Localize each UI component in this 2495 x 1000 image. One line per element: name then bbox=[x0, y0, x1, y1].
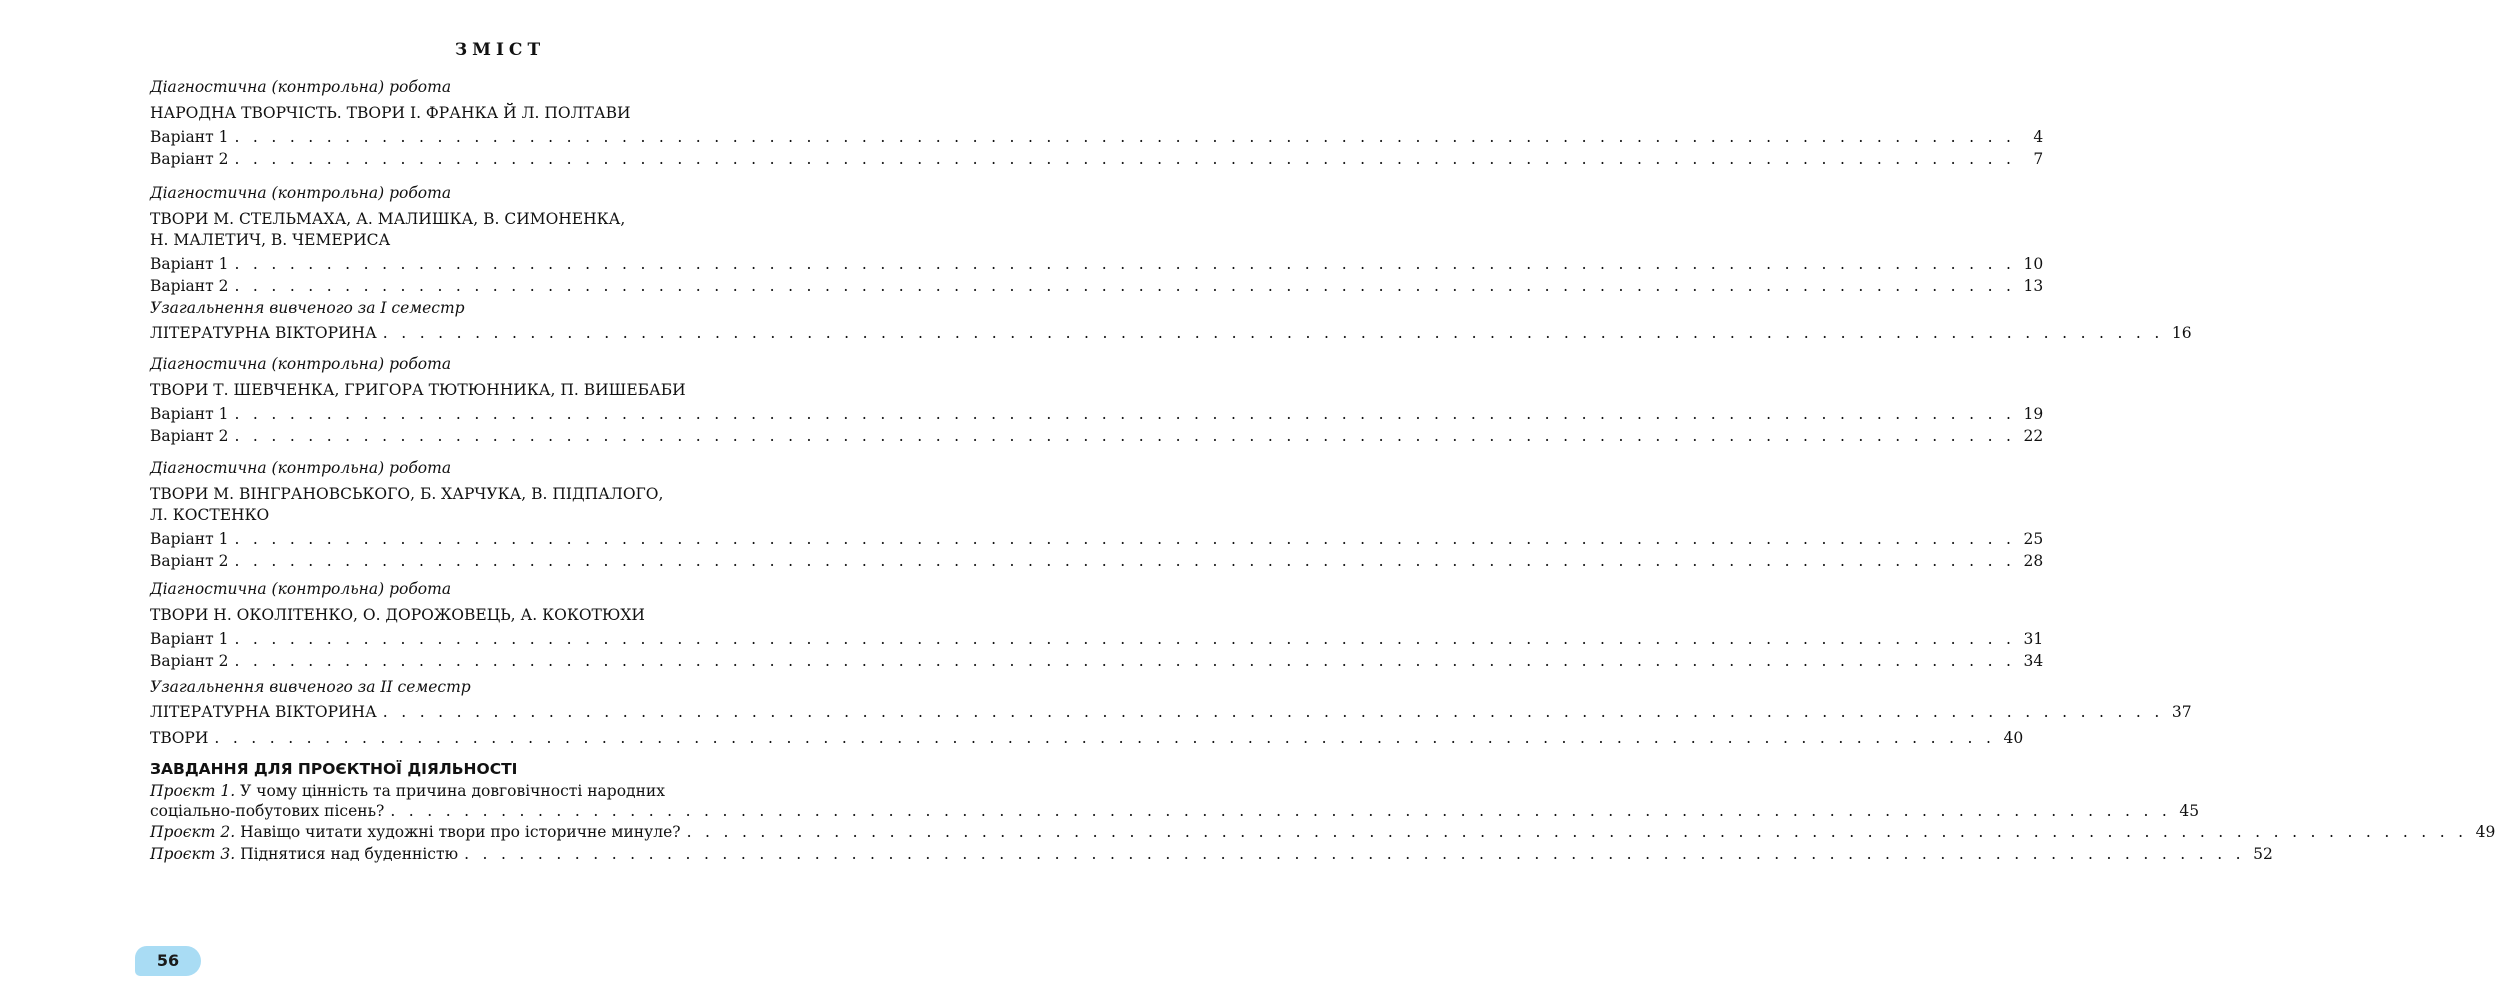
page-title: ЗМІСТ bbox=[454, 40, 546, 60]
project-text: Піднятися над буденністю bbox=[240, 845, 459, 863]
entry-label: Варіант 1 bbox=[150, 530, 229, 548]
project-text: У чому цінність та причина довговічності народних bbox=[240, 782, 666, 800]
entry-label: Варіант 2 bbox=[150, 652, 229, 670]
project-label: Проєкт 3. bbox=[150, 845, 236, 863]
dot-leader bbox=[214, 727, 1995, 749]
page-number: 56 bbox=[135, 946, 201, 976]
toc-section bbox=[150, 457, 2044, 572]
toc-entry[interactable] bbox=[150, 701, 2192, 723]
section-label: Узагальнення вивченого за ІІ семестр bbox=[150, 678, 471, 696]
entry-label: Варіант 2 bbox=[150, 552, 229, 570]
toc-section bbox=[150, 297, 2192, 344]
toc-entry[interactable] bbox=[150, 148, 2044, 170]
entry-page: 25 bbox=[2023, 530, 2044, 548]
toc-section bbox=[150, 182, 2044, 297]
project-label: Проєкт 2. bbox=[150, 823, 236, 841]
dot-leader bbox=[234, 550, 2015, 572]
dot-leader bbox=[234, 650, 2015, 672]
section-heading-line: ТВОРИ М. ВІНГРАНОВСЬКОГО, Б. ХАРЧУКА, В. ПІДПАЛОГО, bbox=[150, 485, 664, 503]
section-label: Діагностична (контрольна) робота bbox=[150, 355, 452, 373]
toc-entry[interactable] bbox=[150, 322, 2192, 344]
entry-label: ТВОРИ bbox=[150, 729, 209, 747]
entry-label: Варіант 2 bbox=[150, 150, 229, 168]
entry-page: 19 bbox=[2023, 405, 2044, 423]
project-entry[interactable] bbox=[150, 843, 2273, 865]
projects-section bbox=[150, 760, 2495, 865]
section-heading-line: Л. КОСТЕНКО bbox=[150, 506, 270, 524]
toc-entry[interactable] bbox=[150, 550, 2044, 572]
section-heading: НАРОДНА ТВОРЧІСТЬ. ТВОРИ І. ФРАНКА Й Л. ПОЛТАВИ bbox=[150, 104, 631, 122]
entry-page: 52 bbox=[2253, 845, 2273, 863]
toc-section bbox=[150, 578, 2044, 672]
projects-heading: ЗАВДАННЯ ДЛЯ ПРОЄКТНОЇ ДІЯЛЬНОСТІ bbox=[150, 760, 518, 778]
entry-page: 40 bbox=[2003, 729, 2024, 747]
dot-leader bbox=[234, 425, 2015, 447]
section-label: Узагальнення вивченого за І семестр bbox=[150, 299, 465, 317]
entry-page: 28 bbox=[2023, 552, 2044, 570]
project-entry[interactable] bbox=[150, 821, 2495, 843]
dot-leader bbox=[234, 528, 2015, 550]
section-heading: ТВОРИ Н. ОКОЛІТЕНКО, О. ДОРОЖОВЕЦЬ, А. КОКОТЮХИ bbox=[150, 606, 645, 624]
dot-leader bbox=[234, 403, 2015, 425]
entry-label: ЛІТЕРАТУРНА ВІКТОРИНА bbox=[150, 324, 377, 342]
dot-leader bbox=[234, 148, 2015, 170]
entry-page: 45 bbox=[2179, 802, 2200, 820]
entry-page: 10 bbox=[2023, 255, 2044, 273]
project-entry[interactable] bbox=[150, 781, 2200, 821]
toc-entry[interactable] bbox=[150, 727, 2024, 749]
toc-entry[interactable] bbox=[150, 425, 2044, 447]
dot-leader bbox=[234, 126, 2015, 148]
toc-entry[interactable] bbox=[150, 126, 2044, 148]
entry-label: Варіант 1 bbox=[150, 255, 229, 273]
toc-entry[interactable] bbox=[150, 253, 2044, 275]
entry-page: 34 bbox=[2023, 652, 2044, 670]
dot-leader bbox=[234, 628, 2015, 650]
section-heading-line: Н. МАЛЕТИЧ, В. ЧЕМЕРИСА bbox=[150, 231, 391, 249]
entry-page: 16 bbox=[2171, 324, 2192, 342]
entry-page: 7 bbox=[2033, 150, 2044, 168]
entry-label: ЛІТЕРАТУРНА ВІКТОРИНА bbox=[150, 703, 377, 721]
section-label: Діагностична (контрольна) робота bbox=[150, 78, 452, 96]
toc-entry[interactable] bbox=[150, 650, 2044, 672]
entry-page: 49 bbox=[2475, 823, 2495, 841]
entry-page: 22 bbox=[2023, 427, 2044, 445]
toc-section bbox=[150, 676, 2192, 749]
entry-page: 31 bbox=[2023, 630, 2044, 648]
toc-section bbox=[150, 353, 2044, 447]
entry-page: 13 bbox=[2023, 277, 2044, 295]
toc-entry[interactable] bbox=[150, 628, 2044, 650]
section-heading-line: ТВОРИ М. СТЕЛЬМАХА, А. МАЛИШКА, В. СИМОНЕНКА, bbox=[150, 210, 626, 228]
dot-leader bbox=[383, 322, 2164, 344]
toc-entry[interactable] bbox=[150, 528, 2044, 550]
entry-label: Варіант 1 bbox=[150, 630, 229, 648]
project-label: Проєкт 1. bbox=[150, 782, 236, 800]
entry-page: 4 bbox=[2033, 128, 2044, 146]
entry-label: Варіант 2 bbox=[150, 427, 229, 445]
toc-section bbox=[150, 76, 2044, 170]
dot-leader bbox=[464, 843, 2245, 865]
dot-leader bbox=[390, 801, 2171, 821]
section-label: Діагностична (контрольна) робота bbox=[150, 184, 452, 202]
section-label: Діагностична (контрольна) робота bbox=[150, 459, 452, 477]
project-text: соціально-побутових пісень? bbox=[150, 802, 385, 820]
dot-leader bbox=[383, 701, 2164, 723]
entry-page: 37 bbox=[2171, 703, 2192, 721]
section-heading: ТВОРИ Т. ШЕВЧЕНКА, ГРИГОРА ТЮТЮННИКА, П. ВИШЕБАБИ bbox=[150, 381, 686, 399]
section-label: Діагностична (контрольна) робота bbox=[150, 580, 452, 598]
project-text: Навіщо читати художні твори про історичне минуле? bbox=[240, 823, 681, 841]
dot-leader bbox=[687, 821, 2468, 843]
toc-entry[interactable] bbox=[150, 275, 2044, 297]
entry-label: Варіант 1 bbox=[150, 405, 229, 423]
dot-leader bbox=[234, 275, 2015, 297]
dot-leader bbox=[234, 253, 2015, 275]
entry-label: Варіант 1 bbox=[150, 128, 229, 146]
toc-entry[interactable] bbox=[150, 403, 2044, 425]
entry-label: Варіант 2 bbox=[150, 277, 229, 295]
